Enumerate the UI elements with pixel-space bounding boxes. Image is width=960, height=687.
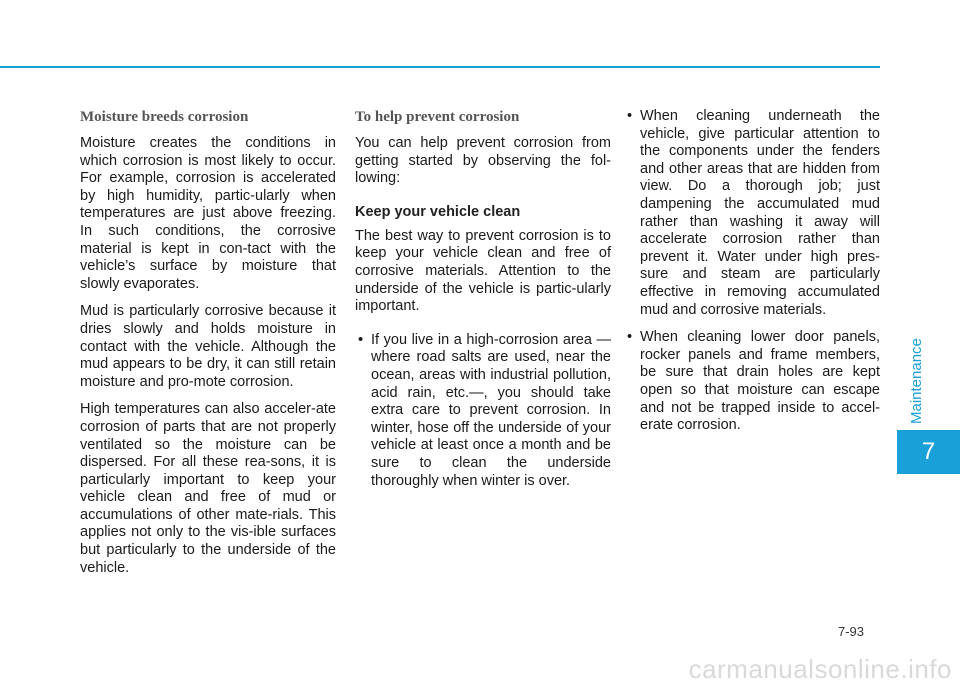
bullet-text: When cleaning underneath the vehicle, give particular attention to the components under the fenders and other areas that are hidden from view. Do a thorough job; just dampening the accumulated mud rather than washing it away will accelerate corrosion rather than prevent it. Water under high pres-sure and steam are particularly effective in removing accumulated mud and corrosive materials. — [640, 108, 880, 318]
paragraph: Moisture creates the conditions in which corrosion is most likely to occur. For example, corrosion is accelerated by high humidity, partic-ularly when temperatures are just above freezing. In such conditions, the corrosive material is kept in con-tact with the vehicle’s surface by moisture that slowly evaporates. — [80, 135, 336, 292]
column-1 — [80, 108, 336, 587]
paragraph: High temperatures can also acceler-ate corrosion of parts that are not properly ventilated so the moisture can be dispersed. For all these rea-sons, it is particularly important to keep your vehicle clean and free of mud or accumulations of other mate-rials. This applies not only to the vis-ible surfaces but particularly to the underside of the vehicle. — [80, 401, 336, 576]
bullet-marker: • — [627, 108, 633, 124]
bullet-list — [624, 108, 880, 435]
section-heading-moisture: Moisture breeds corrosion — [80, 109, 249, 125]
page-number: 7-93 — [838, 624, 865, 639]
sub-heading-keep-clean: Keep your vehicle clean — [355, 203, 521, 220]
chapter-tab-label: Maintenance — [908, 338, 925, 424]
bullet-list — [355, 332, 611, 490]
bullet-item — [624, 108, 880, 319]
bullet-item — [624, 329, 880, 435]
top-rule — [0, 66, 880, 68]
bullet-marker: • — [358, 331, 364, 348]
paragraph: The best way to prevent corrosion is to keep your vehicle clean and free of corrosive materials. Attention to the underside of the vehicle is partic-ularly important. — [355, 227, 611, 315]
section-heading-prevent: To help prevent corrosion — [355, 109, 520, 125]
bullet-item — [355, 332, 611, 490]
bullet-text: If you live in a high-corrosion area — where road salts are used, near the ocean, areas with industrial pollution, acid rain, etc.—, you should take extra care to prevent corrosion. In winter, hose off the underside of your vehicle at least once a month and be sure to clean the underside thoroughly when winter is over. — [371, 331, 611, 489]
paragraph: You can help prevent corrosion from getting started by observing the fol-lowing: — [355, 135, 611, 187]
column-2 — [355, 108, 611, 500]
chapter-number-box — [897, 430, 960, 474]
watermark: carmanualsonline.info — [688, 654, 952, 684]
column-3 — [624, 108, 880, 445]
paragraph: Mud is particularly corrosive because it dries slowly and holds moisture in contact with the vehicle. Although the mud appears to be dry, it can still retain moisture and pro-mote corrosion. — [80, 303, 336, 390]
bullet-text: When cleaning lower door panels, rocker panels and frame members, be sure that drain holes are kept open so that moisture can escape and not be trapped inside to accel-erate corrosion. — [640, 329, 880, 434]
chapter-number: 7 — [921, 438, 936, 465]
bullet-marker: • — [627, 329, 633, 346]
